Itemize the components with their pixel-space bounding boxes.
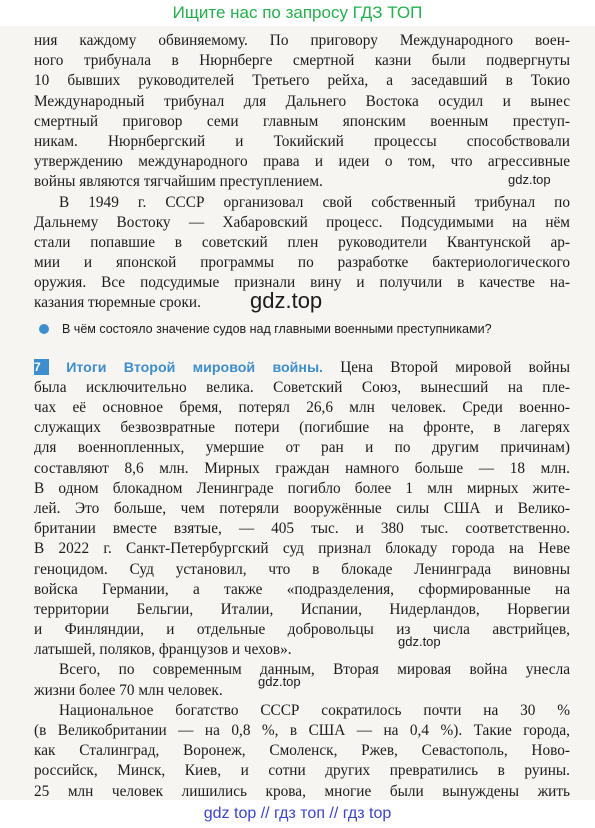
text-line: Дальнему Востоку — Хабаровский процесс. Подсудимыми на нём [34, 213, 570, 231]
footer-banner: gdz top // гдз топ // гдз top [0, 800, 595, 828]
text-line: геноцидом. Суд установил, что в блокаде Ленинграда виновны [34, 560, 570, 578]
text-line: Международный трибунал для Дальнего Востока осудил и вынес [34, 92, 570, 110]
section-heading-line [34, 358, 570, 378]
text-line: 25 млн человек лишились крова, многие были вынуждены жить [34, 782, 570, 800]
review-question [34, 318, 570, 340]
section-first-line-text: Цена Второй мировой войны [323, 358, 570, 376]
question-text: В чём состояло значение судов над главными военными преступниками? [62, 321, 492, 336]
text-line: российск, Минск, Киев, и сотни других превратились в руины. [34, 762, 570, 780]
section-title: Итоги Второй мировой войны. [66, 359, 324, 376]
watermark: gdz.top [258, 674, 301, 689]
page-text [34, 31, 570, 802]
section-number-badge: 7 [34, 359, 49, 375]
text-line: В 1949 г. СССР организовал свой собственный трибунал по [59, 193, 570, 211]
watermark: gdz.top [508, 172, 551, 187]
text-line: оружия. Все подсудимые признали вину и получили в качестве на- [34, 274, 570, 292]
text-line: британии вместе взятые, — 405 тыс. и 380 тыс. соответственно. [34, 520, 570, 538]
text-line: 10 бывших руководителей Третьего рейха, а заседавший в Токио [34, 72, 570, 90]
watermark: gdz.top [250, 288, 323, 313]
text-line: жизни более 70 млн человек. [34, 681, 223, 699]
text-line: смертный приговор семи главным японским военным преступ- [34, 112, 570, 130]
text-line: лей. Это больше, чем потеряли вооружённые силы США и Велико- [34, 499, 570, 517]
text-line: войны являются тягчайшим преступлением. [34, 173, 323, 191]
text-line: была исключительно велика. Советский Союз, вынесший на пле- [34, 378, 570, 396]
text-line: ния каждому обвиняемому. По приговору Международного воен- [34, 32, 570, 49]
text-line: стали попавшие в советский плен руководители Квантунской ар- [34, 233, 570, 251]
text-line: составляют 8,6 млн. Мирных граждан намного больше — 18 млн. [34, 459, 570, 477]
text-line: как Сталинград, Воронеж, Смоленск, Ржев, Севастополь, Ново- [34, 742, 570, 760]
text-line: В 2022 г. Санкт-Петербургский суд признал блокаду города на Неве [34, 540, 570, 558]
text-line: латышей, поляков, французов и чехов». [34, 641, 292, 659]
text-line: мии и японской программы по разработке бактериологического [34, 254, 570, 272]
text-line: территории Бельгии, Италии, Испании, Нидерландов, Норвегии [34, 600, 570, 618]
text-line: Всего, по современным данным, Вторая мировая война унесла [59, 661, 570, 679]
text-line: утверждению международного права и идеи о том, что агрессивные [34, 153, 570, 171]
text-line: войска Германии, а также «подразделения, сформированные на [34, 580, 570, 598]
text-line: казания тюремные сроки. [34, 294, 201, 312]
header-banner: Ищите нас по запросу ГДЗ ТОП [0, 0, 595, 26]
watermark: gdz.top [398, 634, 441, 649]
text-line: ного трибунала в Нюрнберге смертной казни были подвергнуты [34, 52, 570, 70]
text-line: чах её основное бремя, потерял 26,6 млн человек. Среди военно- [34, 399, 570, 416]
question-bullet-icon [39, 324, 49, 334]
text-line: никам. Нюрнбергский и Токийский процессы способствовали [34, 132, 570, 150]
text-line: служащих безвозвратные потери (погибшие на фронте, в лагерях [34, 419, 570, 437]
text-line: В одном блокадном Ленинграде погибло более 1 млн мирных жите- [34, 479, 570, 497]
text-line: (в Великобритании — на 0,8 %, в США — на 0,4 %). Такие города, [34, 722, 570, 739]
text-line: и Финляндии, и отдельные добровольцы из числа австрийцев, [34, 621, 570, 639]
text-line: для военнопленных, умершие от ран и по другим причинам) [34, 439, 570, 457]
text-line: Национальное богатство СССР сократилось почти на 30 % [59, 701, 570, 719]
